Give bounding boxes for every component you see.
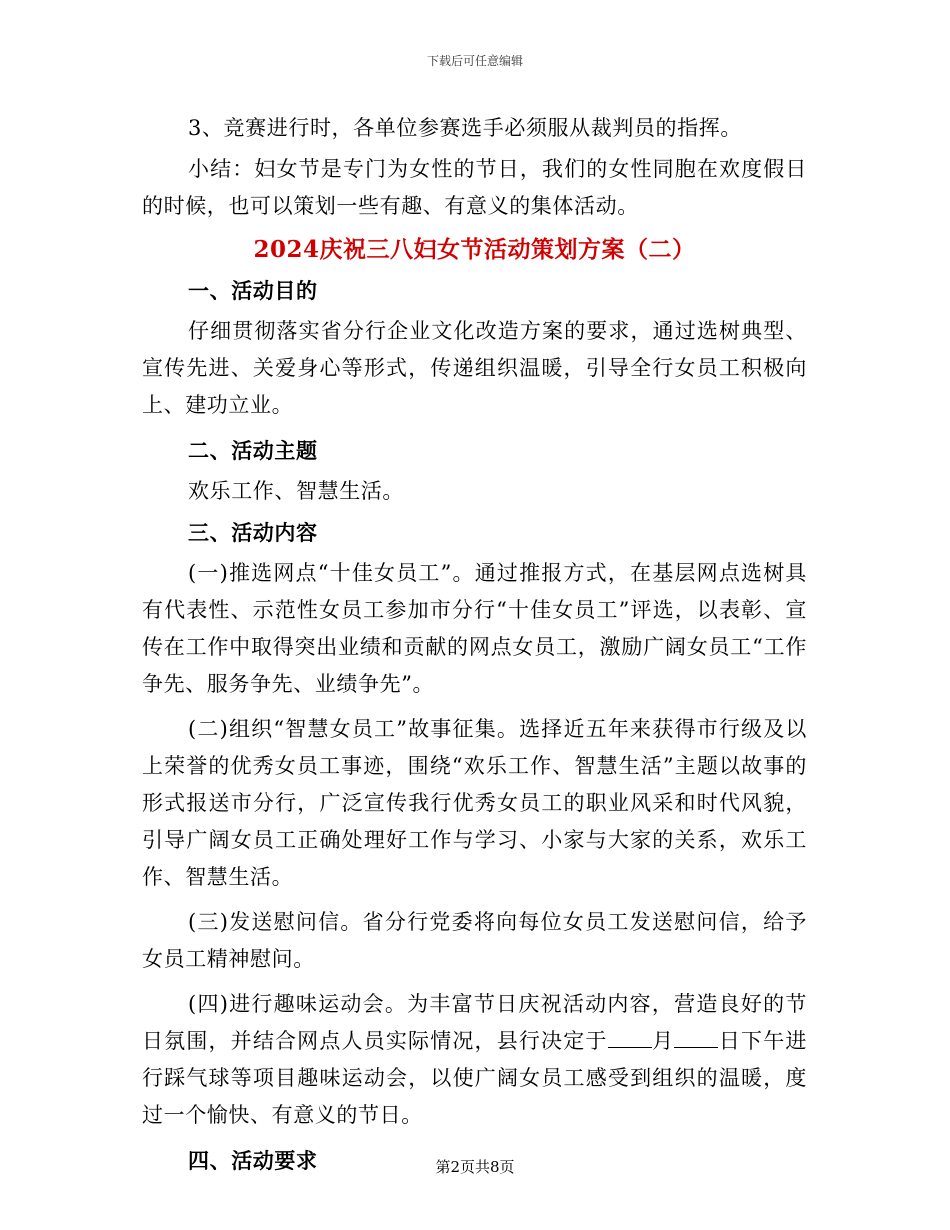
page-footer-number: 第2页共8页 — [435, 1158, 515, 1176]
paragraph-content-4 — [142, 986, 807, 1134]
document-body — [142, 110, 807, 1179]
paragraph-content-1: (一)推选网点“十佳女员工”。通过推报方式，在基层网点选树具有代表性、示范性女员工参加市分行“十佳女员工”评选，以表彰、宣传在工作中取得突出业绩和贡献的网点女员工，激励广阔女员工“工作争先、服务争先、业绩争先”。 — [142, 561, 807, 696]
paragraph-content-2: (二)组织“智慧女员工”故事征集。选择近五年来获得市行级及以上荣誉的优秀女员工事迹，围绕“欢乐工作、智慧生活”主题以故事的形式报送市分行，广泛宣传我行优秀女员工的职业风采和时代风貌，引导广阔女员工正确处理好工作与学习、小家与大家的关系，欢乐工作、智慧生活。 — [142, 717, 807, 889]
paragraph-intro-item-3: 3、竞赛进行时，各单位参赛选手必须服从裁判员的指挥。 — [188, 116, 742, 140]
section-heading-content: 三、活动内容 — [188, 520, 318, 545]
content-4-text-start: (四)进行趣味运动会。为丰富节日庆祝活动内容，营造良好的节日氛围，并结合网点人员实际情况，县行决定于 — [142, 992, 807, 1053]
section-heading-purpose: 一、活动目的 — [188, 278, 318, 303]
paragraph-theme: 欢乐工作、智慧生活。 — [188, 479, 404, 503]
section-heading-theme: 二、活动主题 — [188, 438, 318, 463]
section-heading-requirements: 四、活动要求 — [188, 1148, 318, 1173]
paragraph-purpose: 仔细贯彻落实省分行企业文化改造方案的要求，通过选树典型、宣传先进、关爱身心等形式，传递组织温暖，引导全行女员工积极向上、建功立业。 — [142, 319, 807, 417]
content-4-text-end: 日下午进行踩气球等项目趣味运动会，以使广阔女员工感受到组织的温暖，度过一个愉快、有意义的节日。 — [142, 1029, 807, 1127]
page-header-note: 下载后可任意编辑 — [426, 54, 523, 68]
paragraph-summary: 小结：妇女节是专门为女性的节日，我们的女性同胞在欢度假日的时候，也可以策划一些有趣、有意义的集体活动。 — [142, 157, 807, 218]
blank-day-line — [674, 1029, 718, 1048]
paragraph-content-3: (三)发送慰问信。省分行党委将向每位女员工发送慰问信，给予女员工精神慰问。 — [142, 910, 807, 971]
document-title: 2024庆祝三八妇女节活动策划方案（二） — [253, 236, 696, 263]
blank-month-line — [608, 1029, 652, 1048]
content-4-month-label: 月 — [651, 1029, 675, 1053]
